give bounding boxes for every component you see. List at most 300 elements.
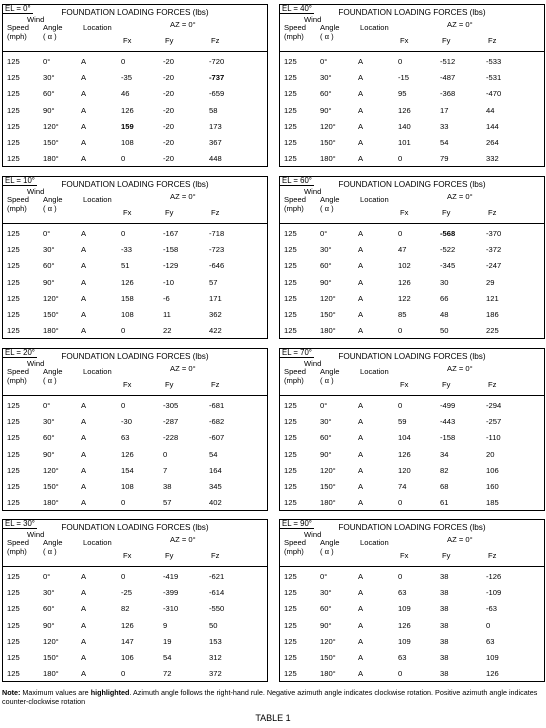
fz-cell: -109 <box>486 588 502 597</box>
fx-cell: 126 <box>398 450 411 459</box>
fz-cell: 50 <box>209 621 218 630</box>
angle-symbol: ( α ) <box>320 204 334 213</box>
fx-cell: 82 <box>121 604 130 613</box>
fz-cell: -614 <box>209 588 225 597</box>
speed-cell: 125 <box>284 498 297 507</box>
angle-cell: 150° <box>320 138 336 147</box>
speed-cell: 125 <box>7 417 20 426</box>
speed-cell: 125 <box>7 604 20 613</box>
table-header <box>280 5 544 52</box>
fx-header: Fx <box>123 36 132 45</box>
angle-cell: 60° <box>320 89 332 98</box>
fx-cell: 140 <box>398 122 411 131</box>
fx-cell: 0 <box>121 326 126 335</box>
location-cell: A <box>81 637 87 646</box>
fz-cell: -372 <box>486 245 502 254</box>
table-row <box>280 570 544 582</box>
location-cell: A <box>358 450 364 459</box>
fx-cell: -15 <box>398 73 409 82</box>
fx-cell: 85 <box>398 310 407 319</box>
fz-header: Fz <box>488 380 497 389</box>
angle-cell: 0° <box>43 401 51 410</box>
fy-header: Fy <box>442 36 451 45</box>
table-row <box>3 324 267 336</box>
fx-cell: 101 <box>398 138 411 147</box>
loading-table <box>279 176 545 339</box>
fx-cell: 102 <box>398 261 411 270</box>
angle-symbol: ( α ) <box>320 376 334 385</box>
angle-cell: 0° <box>320 229 328 238</box>
fz-header: Fz <box>211 208 220 217</box>
speed-cell: 125 <box>284 433 297 442</box>
fy-header: Fy <box>165 36 174 45</box>
speed-unit: (mph) <box>284 376 304 385</box>
table-row <box>280 292 544 304</box>
fy-cell: 38 <box>440 572 449 581</box>
fy-cell: -499 <box>440 401 456 410</box>
table-header <box>3 520 267 567</box>
speed-cell: 125 <box>7 294 20 303</box>
table-header <box>3 5 267 52</box>
location-cell: A <box>358 482 364 491</box>
fy-header: Fy <box>442 551 451 560</box>
fz-cell: 312 <box>209 653 222 662</box>
table-row <box>3 243 267 255</box>
fx-cell: 126 <box>121 278 134 287</box>
speed-header: Speed <box>284 367 306 376</box>
table-row <box>3 120 267 132</box>
fz-cell: 185 <box>486 498 499 507</box>
location-cell: A <box>358 154 364 163</box>
fz-cell: 372 <box>209 669 222 678</box>
fy-cell: -6 <box>163 294 170 303</box>
angle-cell: 180° <box>43 154 59 163</box>
fx-cell: 126 <box>121 106 134 115</box>
speed-cell: 125 <box>284 278 297 287</box>
fz-cell: 173 <box>209 122 222 131</box>
fz-header: Fz <box>488 551 497 560</box>
fx-cell: 0 <box>398 229 403 238</box>
azimuth-header: AZ = 0° <box>170 364 196 373</box>
table-row <box>3 71 267 83</box>
fx-header: Fx <box>400 380 409 389</box>
elevation-label: EL = 60° <box>282 176 312 185</box>
table-row <box>3 87 267 99</box>
table-row <box>3 586 267 598</box>
speed-cell: 125 <box>7 637 20 646</box>
fz-cell: 106 <box>486 466 499 475</box>
wind-header: Wind <box>27 530 45 539</box>
angle-cell: 90° <box>43 621 55 630</box>
fz-cell: -247 <box>486 261 502 270</box>
angle-cell: 30° <box>43 588 55 597</box>
speed-header: Speed <box>7 23 29 32</box>
fx-cell: 0 <box>121 57 126 66</box>
speed-cell: 125 <box>7 326 20 335</box>
fy-cell: 38 <box>440 637 449 646</box>
fx-header: Fx <box>123 208 132 217</box>
location-header: Location <box>83 195 112 204</box>
location-cell: A <box>81 417 87 426</box>
location-cell: A <box>358 261 364 270</box>
loading-table <box>279 519 545 682</box>
wind-header: Wind <box>304 15 322 24</box>
table-row <box>280 55 544 67</box>
angle-cell: 120° <box>43 294 59 303</box>
fy-cell: 9 <box>163 621 168 630</box>
table-row <box>3 570 267 582</box>
location-cell: A <box>81 122 87 131</box>
angle-cell: 0° <box>43 229 51 238</box>
location-cell: A <box>358 669 364 678</box>
wind-header: Wind <box>27 359 45 368</box>
table-row <box>280 152 544 164</box>
table-title: FOUNDATION LOADING FORCES (lbs) <box>61 523 209 532</box>
fy-cell: -20 <box>163 154 174 163</box>
location-cell: A <box>358 310 364 319</box>
fz-cell: 153 <box>209 637 222 646</box>
fx-cell: 74 <box>398 482 407 491</box>
angle-cell: 30° <box>320 417 332 426</box>
table-row <box>3 399 267 411</box>
table-row <box>3 496 267 508</box>
fy-cell: -345 <box>440 261 456 270</box>
location-cell: A <box>81 89 87 98</box>
note-label: Note: <box>2 688 21 697</box>
fx-cell: 0 <box>398 154 403 163</box>
fy-cell: 38 <box>440 588 449 597</box>
elevation-label: EL = 70° <box>282 348 312 357</box>
elevation-label: EL = 20° <box>5 348 35 357</box>
fz-cell: 186 <box>486 310 499 319</box>
speed-cell: 125 <box>7 653 20 662</box>
fz-cell: 448 <box>209 154 222 163</box>
azimuth-header: AZ = 0° <box>447 192 473 201</box>
speed-cell: 125 <box>284 450 297 459</box>
location-cell: A <box>81 433 87 442</box>
fx-cell: -25 <box>121 588 132 597</box>
table-row <box>280 243 544 255</box>
table-header <box>3 177 267 224</box>
note-highlight: highlighted <box>90 688 130 697</box>
location-cell: A <box>358 89 364 98</box>
table-row <box>280 431 544 443</box>
speed-cell: 125 <box>7 73 20 82</box>
table-row <box>280 308 544 320</box>
fy-cell: 38 <box>440 669 449 678</box>
angle-cell: 120° <box>320 637 336 646</box>
fz-header: Fz <box>488 36 497 45</box>
fx-cell: 126 <box>121 621 134 630</box>
angle-cell: 120° <box>320 122 336 131</box>
loading-table <box>279 4 545 167</box>
fy-cell: -20 <box>163 57 174 66</box>
fy-cell: -10 <box>163 278 174 287</box>
fy-cell: -305 <box>163 401 179 410</box>
location-cell: A <box>81 294 87 303</box>
angle-cell: 0° <box>320 401 328 410</box>
location-cell: A <box>81 138 87 147</box>
speed-cell: 125 <box>284 482 297 491</box>
azimuth-header: AZ = 0° <box>447 535 473 544</box>
speed-cell: 125 <box>284 245 297 254</box>
angle-symbol: ( α ) <box>43 547 57 556</box>
elevation-label: EL = 40° <box>282 4 312 13</box>
azimuth-header: AZ = 0° <box>447 364 473 373</box>
fx-cell: -35 <box>121 73 132 82</box>
angle-cell: 60° <box>43 261 55 270</box>
angle-cell: 60° <box>43 604 55 613</box>
fz-cell: 367 <box>209 138 222 147</box>
fy-cell: -419 <box>163 572 179 581</box>
fx-cell: 126 <box>121 450 134 459</box>
angle-cell: 30° <box>43 245 55 254</box>
speed-cell: 125 <box>284 73 297 82</box>
fz-cell: 225 <box>486 326 499 335</box>
speed-cell: 125 <box>284 466 297 475</box>
speed-unit: (mph) <box>284 547 304 556</box>
angle-cell: 30° <box>320 245 332 254</box>
note-text-2: . Azimuth angle follows the right-hand rule. Negative azimuth angle indicates clockwise rotation. Positive azimuth angle indicates counter-clockwise rotation <box>2 688 538 706</box>
location-cell: A <box>81 498 87 507</box>
angle-cell: 180° <box>320 498 336 507</box>
fx-header: Fx <box>400 208 409 217</box>
speed-cell: 125 <box>284 326 297 335</box>
table-row <box>280 227 544 239</box>
fx-cell: 0 <box>398 326 403 335</box>
speed-cell: 125 <box>284 653 297 662</box>
fx-header: Fx <box>123 380 132 389</box>
location-header: Location <box>83 538 112 547</box>
speed-header: Speed <box>284 195 306 204</box>
location-cell: A <box>358 138 364 147</box>
fx-cell: 106 <box>121 653 134 662</box>
fx-cell: 154 <box>121 466 134 475</box>
fz-cell: 109 <box>486 653 499 662</box>
fy-cell: -368 <box>440 89 456 98</box>
fx-cell: 108 <box>121 482 134 491</box>
speed-cell: 125 <box>284 229 297 238</box>
fz-cell: 422 <box>209 326 222 335</box>
fy-cell: -20 <box>163 106 174 115</box>
location-cell: A <box>358 73 364 82</box>
fz-cell: 171 <box>209 294 222 303</box>
table-row <box>280 87 544 99</box>
fz-cell: -720 <box>209 57 225 66</box>
fz-header: Fz <box>211 36 220 45</box>
loading-table <box>2 4 268 167</box>
table-row <box>3 448 267 460</box>
fz-cell: 29 <box>486 278 495 287</box>
angle-cell: 90° <box>43 278 55 287</box>
fy-cell: 17 <box>440 106 449 115</box>
wind-header: Wind <box>304 187 322 196</box>
fz-cell: 362 <box>209 310 222 319</box>
table-row <box>280 259 544 271</box>
angle-symbol: ( α ) <box>43 32 57 41</box>
speed-cell: 125 <box>284 621 297 630</box>
fy-cell: 72 <box>163 669 172 678</box>
fz-cell: 402 <box>209 498 222 507</box>
speed-cell: 125 <box>7 498 20 507</box>
speed-cell: 125 <box>7 106 20 115</box>
fz-header: Fz <box>488 208 497 217</box>
fx-cell: 159 <box>121 122 134 131</box>
table-row <box>280 136 544 148</box>
table-row <box>3 602 267 614</box>
loading-table <box>2 348 268 511</box>
angle-cell: 0° <box>43 57 51 66</box>
fy-cell: 61 <box>440 498 449 507</box>
fx-cell: 0 <box>398 57 403 66</box>
fx-cell: 0 <box>121 572 126 581</box>
location-cell: A <box>358 572 364 581</box>
speed-cell: 125 <box>7 154 20 163</box>
fy-cell: 50 <box>440 326 449 335</box>
fy-cell: -310 <box>163 604 179 613</box>
location-cell: A <box>358 106 364 115</box>
fy-cell: -20 <box>163 122 174 131</box>
fy-cell: 11 <box>163 310 171 319</box>
table-row <box>280 480 544 492</box>
location-cell: A <box>358 653 364 662</box>
table-header <box>280 520 544 567</box>
table-row <box>3 651 267 663</box>
wind-header: Wind <box>27 15 45 24</box>
fy-cell: 54 <box>163 653 172 662</box>
fx-cell: 126 <box>398 278 411 287</box>
table-row <box>280 667 544 679</box>
fx-cell: 0 <box>398 669 403 678</box>
angle-cell: 150° <box>320 310 336 319</box>
angle-cell: 0° <box>320 572 328 581</box>
table-row <box>3 667 267 679</box>
location-cell: A <box>81 588 87 597</box>
table-header <box>280 349 544 396</box>
angle-cell: 120° <box>320 466 336 475</box>
fz-cell: -681 <box>209 401 225 410</box>
angle-cell: 30° <box>320 73 332 82</box>
speed-cell: 125 <box>284 89 297 98</box>
table-header <box>3 349 267 396</box>
table-row <box>3 104 267 116</box>
table-title: FOUNDATION LOADING FORCES (lbs) <box>338 180 486 189</box>
location-header: Location <box>360 23 389 32</box>
speed-cell: 125 <box>284 261 297 270</box>
angle-cell: 180° <box>43 669 59 678</box>
angle-symbol: ( α ) <box>320 32 334 41</box>
speed-unit: (mph) <box>7 204 27 213</box>
angle-cell: 180° <box>320 326 336 335</box>
fy-cell: -228 <box>163 433 179 442</box>
angle-cell: 150° <box>320 653 336 662</box>
location-cell: A <box>358 588 364 597</box>
table-row <box>280 399 544 411</box>
fy-cell: 0 <box>163 450 168 459</box>
location-cell: A <box>358 57 364 66</box>
location-cell: A <box>81 245 87 254</box>
table-row <box>280 651 544 663</box>
speed-cell: 125 <box>284 310 297 319</box>
speed-cell: 125 <box>7 401 20 410</box>
fy-cell: -158 <box>440 433 456 442</box>
fx-cell: 59 <box>398 417 407 426</box>
angle-cell: 180° <box>320 154 336 163</box>
table-row <box>280 496 544 508</box>
fx-cell: 0 <box>121 401 126 410</box>
location-cell: A <box>358 401 364 410</box>
table-row <box>280 276 544 288</box>
fy-cell: 68 <box>440 482 449 491</box>
angle-header: Angle <box>320 367 340 376</box>
azimuth-header: AZ = 0° <box>447 20 473 29</box>
location-cell: A <box>81 154 87 163</box>
angle-cell: 120° <box>43 122 59 131</box>
fz-cell: 264 <box>486 138 499 147</box>
footnote <box>2 688 542 706</box>
angle-cell: 180° <box>320 669 336 678</box>
table-title: FOUNDATION LOADING FORCES (lbs) <box>338 352 486 361</box>
fx-cell: 0 <box>121 498 126 507</box>
speed-unit: (mph) <box>7 32 27 41</box>
location-cell: A <box>358 326 364 335</box>
fx-cell: 108 <box>121 310 134 319</box>
speed-cell: 125 <box>7 310 20 319</box>
fx-cell: -33 <box>121 245 132 254</box>
location-cell: A <box>81 401 87 410</box>
speed-cell: 125 <box>7 261 20 270</box>
wind-header: Wind <box>304 530 322 539</box>
fx-cell: 126 <box>398 621 411 630</box>
loading-table <box>2 519 268 682</box>
fz-cell: -63 <box>486 604 497 613</box>
angle-header: Angle <box>320 538 340 547</box>
fx-cell: 0 <box>398 401 403 410</box>
location-cell: A <box>358 498 364 507</box>
fz-cell: -659 <box>209 89 225 98</box>
table-row <box>280 635 544 647</box>
fz-cell: -110 <box>486 433 501 442</box>
fz-cell: -531 <box>486 73 502 82</box>
angle-cell: 60° <box>320 261 332 270</box>
fz-cell: -682 <box>209 417 225 426</box>
speed-cell: 125 <box>284 138 297 147</box>
speed-cell: 125 <box>7 245 20 254</box>
speed-cell: 125 <box>284 401 297 410</box>
fx-cell: 0 <box>121 229 126 238</box>
table-row <box>3 227 267 239</box>
location-header: Location <box>83 23 112 32</box>
angle-header: Angle <box>43 538 63 547</box>
table-row <box>3 276 267 288</box>
speed-cell: 125 <box>284 637 297 646</box>
angle-cell: 60° <box>43 433 55 442</box>
azimuth-header: AZ = 0° <box>170 192 196 201</box>
fz-cell: 121 <box>486 294 499 303</box>
speed-cell: 125 <box>7 138 20 147</box>
speed-cell: 125 <box>284 154 297 163</box>
fy-cell: -20 <box>163 138 174 147</box>
fz-header: Fz <box>211 551 220 560</box>
fx-cell: 108 <box>121 138 134 147</box>
fy-cell: 33 <box>440 122 449 131</box>
fz-cell: -737 <box>209 73 225 82</box>
fy-cell: 38 <box>440 653 449 662</box>
fx-cell: 0 <box>121 669 126 678</box>
fy-cell: -20 <box>163 89 174 98</box>
fz-cell: 57 <box>209 278 218 287</box>
fx-cell: 95 <box>398 89 407 98</box>
